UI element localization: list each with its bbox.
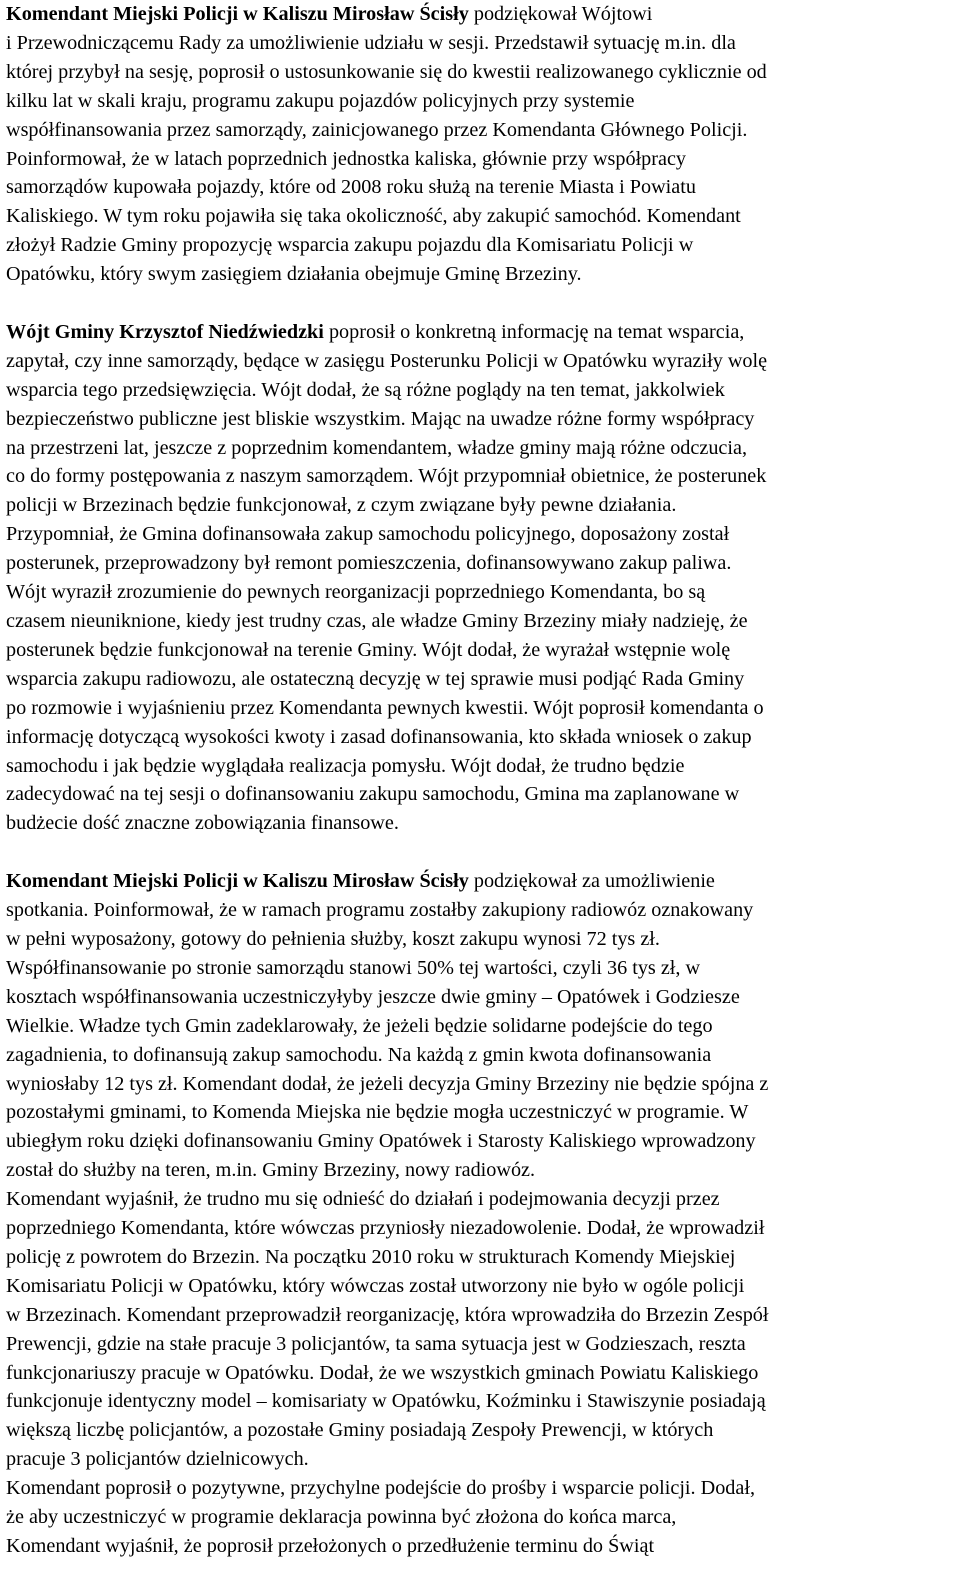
paragraph-commandant-explanation xyxy=(6,1185,958,1474)
paragraph-text: Komendant wyjaśnił, że trudno mu się odnieść do działań i podejmowania decyzji przez poprzedniego Komendanta, które wówczas przyniosły niezadowolenie. Dodał, że wprowadził policję z powrotem do Brzezin. Na początku 2010 roku w strukturach Komendy Miejskiej Komisariatu Policji w Opatówku, który wówczas został utworzony nie było w ogóle policji w Brzezinach. Komendant przeprowadził reorganizację, która wprowadziła do Brzezin Zespół Prewencji, gdzie na stałe pracuje 3 policjantów, ta sama sytuacja jest w Godzieszach, reszta funkcjonariuszy pracuje w Opatówku. Dodał, że we wszystkich gminach Powiatu Kaliskiego funkcjonuje identyczny model – komisariaty w Opatówku, Koźminku i Stawiszynie posiadają większą liczbę policjantów, a pozostałe Gminy posiadają Zespoły Prewencji, w których pracuje 3 policjantów dzielnicowych. xyxy=(6,1188,769,1471)
paragraph-text: podziękował Wójtowi i Przewodniczącemu Rady za umożliwienie udziału w sesji. Przedstawił sytuację m.in. dla której przybył na sesję, poprosił o ustosunkowanie się do kwestii realizowanego cyklicznie od kilku lat w skali kraju, programu zakupu pojazdów policyjnych przy systemie współfinansowania przez samorządy, zainicjowanego przez Komendanta Głównego Policji. Poinformował, że w latach poprzednich jednostka kaliska, głównie przy współpracy samorządów kupowała pojazdy, które od 2008 roku służą na terenie Miasta i Powiatu Kaliskiego. W tym roku pojawiła się taka okoliczność, aby zakupić samochód. Komendant złożył Radzie Gminy propozycję wsparcia zakupu pojazdu dla Komisariatu Policji w Opatówku, który swym zasięgiem działania obejmuje Gminę Brzeziny. xyxy=(6,3,767,286)
paragraph-commandant-request xyxy=(6,1474,958,1561)
document-page xyxy=(6,0,958,1561)
speaker-name: Wójt Gminy Krzysztof Niedźwiedzki xyxy=(6,320,324,343)
paragraph-mayor-statement xyxy=(6,318,958,838)
paragraph-text: Komendant poprosił o pozytywne, przychylne podejście do prośby i wsparcie policji. Dodał, że aby uczestniczyć w programie deklaracja powinna być złożona do końca marca, Komendant wyjaśnił, że poprosił przełożonych o przedłużenie terminu do Świąt xyxy=(6,1477,756,1557)
paragraph-spacer xyxy=(6,838,958,867)
speaker-name: Komendant Miejski Policji w Kaliszu Mirosław Ścisły xyxy=(6,3,469,25)
paragraph-text: poprosił o konkretną informację na temat wsparcia, zapytał, czy inne samorządy, będące w zasięgu Posterunku Policji w Opatówku wyraziły wolę wsparcia tego przedsięwzięcia. Wójt dodał, że są różne poglądy na ten temat, jakkolwiek bezpieczeństwo publiczne jest bliskie wszystkim. Mając na uwadze różne formy współpracy na przestrzeni lat, jeszcze z poprzednim komendantem, władze gminy mają różne odczucia, co do formy postępowania z naszym samorządem. Wójt przypomniał obietnice, że posterunek policji w Brzezinach będzie funkcjonował, z czym związane były pewne działania. Przypomniał, że Gmina dofinansowała zakup samochodu policyjnego, doposażony został posterunek, przeprowadzony był remont pomieszczenia, dofinansowywano zakup paliwa. Wójt wyraził zrozumienie do pewnych reorganizacji poprzedniego Komendanta, bo są czasem nieuniknione, kiedy jest trudny czas, ale władze Gminy Brzeziny miały nadzieję, że posterunek będzie funkcjonował na terenie Gminy. Wójt dodał, że wyrażał wstępnie wolę wsparcia zakupu radiowozu, ale ostateczną decyzję w tej sprawie musi podjąć Rada Gminy po rozmowie i wyjaśnieniu przez Komendanta pewnych kwestii. Wójt poprosił komendanta o informację dotyczącą wysokości kwoty i zasad dofinansowania, kto składa wniosek o zakup samochodu i jak będzie wyglądała realizacja pomysłu. Wójt dodał, że trudno będzie zadecydować na tej sesji o dofinansowaniu zakupu samochodu, Gmina ma zaplanowane w budżecie dość znaczne zobowiązania finansowe. xyxy=(6,320,768,835)
paragraph-spacer xyxy=(6,289,958,318)
paragraph-commandant-response xyxy=(6,867,958,1185)
paragraph-text: podziękował za umożliwienie spotkania. Poinformował, że w ramach programu zostałby zakupiony radiowóz oznakowany w pełni wyposażony, gotowy do pełnienia służby, koszt zakupu wynosi 72 tys zł. Współfinansowanie po stronie samorządu stanowi 50% tej wartości, czyli 36 tys zł, w kosztach współfinansowania uczestniczyłyby jeszcze dwie gminy – Opatówek i Godziesze Wielkie. Władze tych Gmin zadeklarowały, że jeżeli będzie solidarne podejście do tego zagadnienia, to dofinansują zakup samochodu. Na każdą z gmin kwota dofinansowania wyniosłaby 12 tys zł. Komendant dodał, że jeżeli decyzja Gminy Brzeziny nie będzie spójna z pozostałymi gminami, to Komenda Miejska nie będzie mogła uczestniczyć w programie. W ubiegłym roku dzięki dofinansowaniu Gminy Opatówek i Starosty Kaliskiego wprowadzony został do służby na teren, m.in. Gminy Brzeziny, nowy radiowóz. xyxy=(6,870,769,1182)
paragraph-commandant-intro xyxy=(6,0,958,289)
speaker-name: Komendant Miejski Policji w Kaliszu Mirosław Ścisły xyxy=(6,870,469,893)
